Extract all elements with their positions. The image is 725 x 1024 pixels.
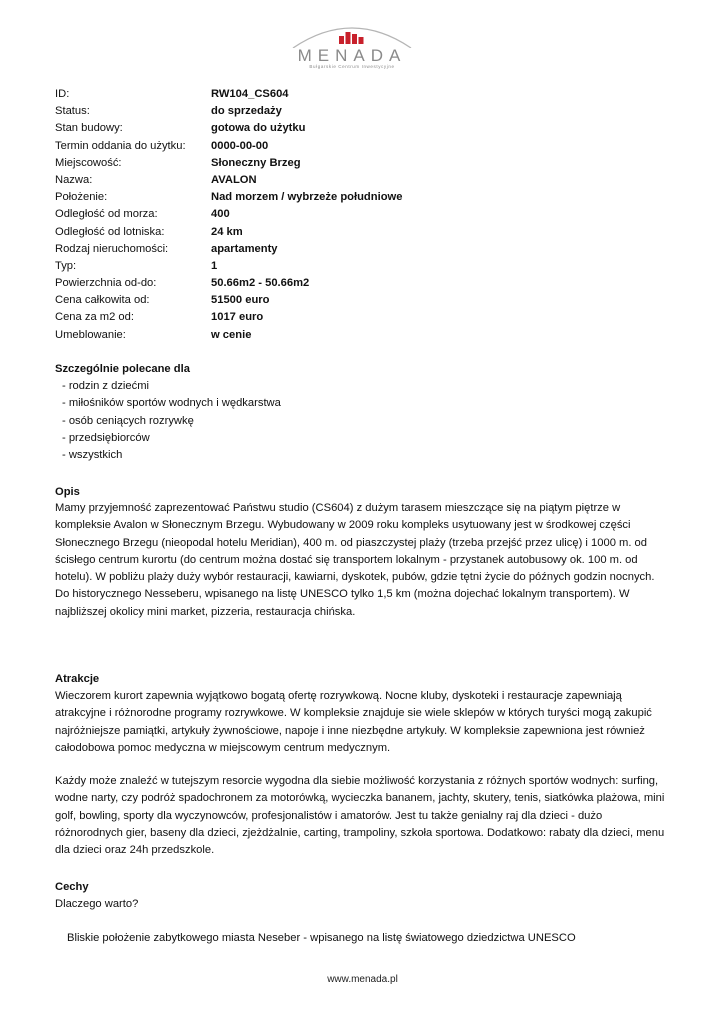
description-text: Mamy przyjemność zaprezentować Państwu studio (CS604) z dużym tarasem mieszczące się na piątym piętrze w kompleksie Avalon w Słonecznym Brzegu. Wybudowany w 2009 roku kompleks usytuowany jest w środkowej części Słonecznego Brzegu (nieopodal hotelu Meridian), 400 m. od piaszczystej plaży (trzeba przejść przez ulicę) i 1000 m. od ścisłego centrum kurortu (do centrum można dostać się transportem lokalnym - przystanek autobusowy ok. 100 m. od hotelu). W pobliżu plaży duży wybór restauracji, kawiarni, dyskotek, pubów, gdzie tętni życie do późnych godzin nocnych. Do historycznego Nesseberu, wpisanego na listę UNESCO tylko 1,5 km (można dojechać lokalnym transportem). W najbliższej okolicy mini market, pizzeria, restauracja chińska. [55,502,655,618]
property-row [55,224,655,241]
logo-arc-icon [287,22,417,48]
property-row [55,86,655,103]
attractions-paragraph-2: Każdy może znaleźć w tutejszym resorcie wygodna dla siebie możliwość korzystania z różnych sportów wodnych: surfing, wodne narty, czy podróż spadochronem za motorówką, wycieczka bananem, jachty, skutery, tenis, siatkówka plażowa, mini golf, bowling, sporty dla wyczynowców, profesjonalistów i amatorów. Jest tu także genialny raj dla dzieci - dużo różnorodnych gier, baseny dla dzieci, zjeżdżalnie, carting, trampoliny, szkoła sportowa. Dodatkowo: rabaty dla dzieci, menu dla dzieci oraz 24h przedszkole. [55,775,665,857]
property-label: Odległość od morza: [55,208,158,221]
logo-tagline: Bułgarskie Centrum Inwestycyjne [309,64,395,69]
property-row [55,138,655,155]
property-label: Status: [55,105,90,118]
attractions-paragraph-1: Wieczorem kurort zapewnia wyjątkowo bogatą ofertę rozrywkową. Nocne kluby, dyskoteki i restauracje zapewniają atrakcyjne i różnorodne programy rozrywkowe. W kompleksie znajduje sie wiele sklepów w których turyści mogą zakupić najróżniejsze pamiątki, artykuły żywnościowe, napoje i inne niezbędne artykuły. W kompleksie zapewniona jest również całodobowa pomoc medyczna w miejscowym centrum medycznym. [55,690,652,754]
property-label: ID: [55,88,70,100]
property-value: apartamenty [211,242,278,255]
property-row [55,189,655,206]
property-row [55,103,655,120]
property-row [55,292,655,309]
property-row [55,275,655,292]
list-item: - rodzin z dziećmi [62,380,150,392]
property-label: Typ: [55,259,77,272]
property-label: Umeblowanie: [55,328,126,341]
logo-wordmark: MENADA [297,46,407,65]
list-item: - przedsiębiorców [62,431,150,444]
property-value: 50.66m2 - 50.66m2 [211,277,310,290]
property-value: 24 km [211,225,243,238]
property-label: Powierzchnia od-do: [55,277,157,290]
property-row [55,241,655,258]
recommended-list [62,378,281,464]
property-row [55,258,655,275]
property-value: 1017 euro [211,311,264,324]
attractions-title: Atrakcje [55,673,100,685]
property-label: Położenie: [55,191,108,204]
list-item: - osób ceniących rozrywkę [62,414,194,427]
property-value: gotowa do użytku [211,122,306,135]
property-details [55,86,655,344]
property-value: AVALON [211,173,257,186]
property-row [55,155,655,172]
property-row [55,172,655,189]
footer-url[interactable]: www.menada.pl [327,974,398,985]
property-value: 51500 euro [211,294,270,307]
recommended-title: Szczególnie polecane dla [55,363,190,375]
property-label: Miejscowość: [55,156,122,169]
property-value: Słoneczny Brzeg [211,156,301,169]
property-row [55,327,655,344]
property-label: Rodzaj nieruchomości: [55,242,169,255]
list-item: - miłośników sportów wodnych i wędkarstwa [62,397,281,410]
property-label: Nazwa: [55,173,93,186]
property-row [55,309,655,326]
features-title: Cechy [55,881,89,893]
property-label: Cena za m2 od: [55,311,134,324]
property-value: RW104_CS604 [211,88,289,100]
property-label: Stan budowy: [55,122,123,135]
feature-item: Bliskie położenie zabytkowego miasta Neseber - wpisanego na listę światowego dziedzictwa UNESCO [67,932,576,944]
property-value: 1 [211,259,218,272]
list-item: - wszystkich [62,449,123,462]
property-row [55,206,655,223]
property-label: Termin oddania do użytku: [55,139,186,152]
property-value: 400 [211,208,230,221]
property-value: 0000-00-00 [211,139,269,152]
property-row [55,120,655,137]
description-title: Opis [55,486,80,498]
property-label: Odległość od lotniska: [55,225,165,238]
property-value: w cenie [211,328,252,341]
menada-logo [287,22,417,68]
property-value: do sprzedaży [211,105,282,118]
features-question: Dlaczego warto? [55,898,139,910]
property-label: Cena całkowita od: [55,294,150,307]
property-value: Nad morzem / wybrzeże południowe [211,191,403,204]
